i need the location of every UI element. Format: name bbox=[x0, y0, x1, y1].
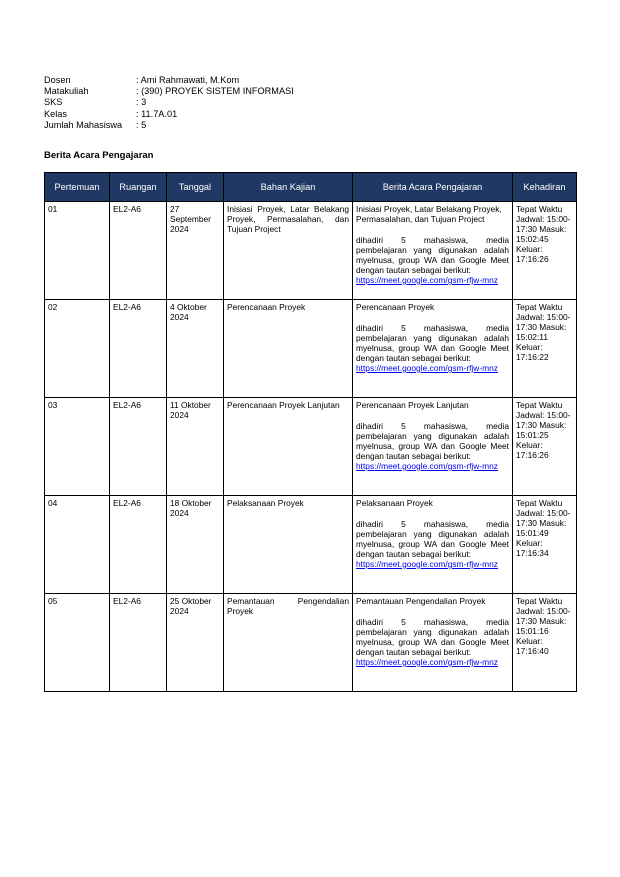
berita-title: Pemantauan Pengendalian Proyek bbox=[356, 596, 486, 606]
header-kehadiran: Kehadiran bbox=[513, 173, 577, 202]
jumlah-label: Jumlah Mahasiswa bbox=[44, 119, 123, 130]
berita-title: Inisiasi Proyek, Latar Belakang Proyek, Permasalahan, dan Tujuan Project bbox=[356, 204, 502, 224]
cell-berita-acara bbox=[353, 594, 513, 692]
sks-value: : 3 bbox=[136, 97, 147, 108]
table-row bbox=[45, 594, 577, 692]
info-row-matakuliah bbox=[44, 86, 294, 97]
cell-tanggal: 11 Oktober 2024 bbox=[167, 398, 224, 496]
dosen-value: : Ami Rahmawati, M.Kom bbox=[136, 75, 240, 85]
dosen-label: Dosen bbox=[44, 75, 71, 85]
header-bahan-kajian: Bahan Kajian bbox=[224, 173, 353, 202]
header-pertemuan: Pertemuan bbox=[45, 173, 110, 202]
cell-pertemuan: 05 bbox=[45, 594, 110, 692]
table-row bbox=[45, 398, 577, 496]
berita-title: Pelaksanaan Proyek bbox=[356, 498, 433, 508]
header-ruangan: Ruangan bbox=[110, 173, 167, 202]
meet-link[interactable]: https://meet.google.com/gsm-rfjw-mnz bbox=[356, 461, 498, 471]
cell-berita-acara bbox=[353, 496, 513, 594]
info-row-dosen bbox=[44, 75, 294, 86]
cell-ruangan: EL2-A6 bbox=[110, 300, 167, 398]
cell-bahan-kajian: Pemantauan Pengendalian Proyek bbox=[224, 594, 353, 692]
cell-tanggal: 25 Oktober 2024 bbox=[167, 594, 224, 692]
cell-ruangan: EL2-A6 bbox=[110, 398, 167, 496]
info-row-sks bbox=[44, 97, 294, 108]
meet-link[interactable]: https://meet.google.com/gsm-rfjw-mnz bbox=[356, 363, 498, 373]
attendance-table bbox=[44, 172, 577, 692]
header-tanggal: Tanggal bbox=[167, 173, 224, 202]
cell-tanggal: 4 Oktober 2024 bbox=[167, 300, 224, 398]
berita-body: dihadiri 5 mahasiswa, media pembelajaran yang digunakan adalah myelnusa, group WA dan Google Meet dengan tautan sebagai berikut: bbox=[356, 235, 509, 275]
cell-bahan-kajian: Pelaksanaan Proyek bbox=[224, 496, 353, 594]
cell-pertemuan: 01 bbox=[45, 202, 110, 300]
cell-ruangan: EL2-A6 bbox=[110, 202, 167, 300]
table-header-row bbox=[45, 173, 577, 202]
jumlah-value: : 5 bbox=[136, 119, 147, 130]
cell-pertemuan: 02 bbox=[45, 300, 110, 398]
table-row bbox=[45, 300, 577, 398]
berita-title: Perencanaan Proyek bbox=[356, 302, 435, 312]
matakuliah-value: : (390) PROYEK SISTEM INFORMASI bbox=[136, 86, 294, 97]
info-row-kelas bbox=[44, 109, 294, 120]
table-row bbox=[45, 202, 577, 300]
berita-title: Perencanaan Proyek Lanjutan bbox=[356, 400, 469, 410]
header-berita-acara: Berita Acara Pengajaran bbox=[353, 173, 513, 202]
cell-kehadiran: Tepat Waktu Jadwal: 15:00-17:30 Masuk: 15:02:45 Keluar: 17:16:26 bbox=[513, 202, 577, 300]
berita-body: dihadiri 5 mahasiswa, media pembelajaran yang digunakan adalah myelnusa, group WA dan Google Meet dengan tautan sebagai berikut: bbox=[356, 617, 509, 657]
cell-kehadiran: Tepat Waktu Jadwal: 15:00-17:30 Masuk: 15:01:25 Keluar: 17:16:26 bbox=[513, 398, 577, 496]
meet-link[interactable]: https://meet.google.com/gsm-rfjw-mnz bbox=[356, 275, 498, 285]
berita-body: dihadiri 5 mahasiswa, media pembelajaran yang digunakan adalah myelnusa, group WA dan Google Meet dengan tautan sebagai berikut: bbox=[356, 323, 509, 363]
cell-pertemuan: 03 bbox=[45, 398, 110, 496]
info-row-jumlah bbox=[44, 120, 294, 131]
kelas-value: : 11.7A.01 bbox=[136, 108, 178, 119]
cell-kehadiran: Tepat Waktu Jadwal: 15:00-17:30 Masuk: 15:01:16 Keluar: 17:16:40 bbox=[513, 594, 577, 692]
cell-ruangan: EL2-A6 bbox=[110, 594, 167, 692]
cell-berita-acara bbox=[353, 202, 513, 300]
cell-pertemuan: 04 bbox=[45, 496, 110, 594]
cell-ruangan: EL2-A6 bbox=[110, 496, 167, 594]
cell-tanggal: 18 Oktober 2024 bbox=[167, 496, 224, 594]
table-row bbox=[45, 496, 577, 594]
meet-link[interactable]: https://meet.google.com/gsm-rfjw-mnz bbox=[356, 657, 498, 667]
section-title: Berita Acara Pengajaran bbox=[44, 150, 154, 161]
berita-body: dihadiri 5 mahasiswa, media pembelajaran yang digunakan adalah myelnusa, group WA dan Google Meet dengan tautan sebagai berikut: bbox=[356, 519, 509, 559]
cell-kehadiran: Tepat Waktu Jadwal: 15:00-17:30 Masuk: 15:01:49 Keluar: 17:16:34 bbox=[513, 496, 577, 594]
cell-bahan-kajian: Perencanaan Proyek Lanjutan bbox=[224, 398, 353, 496]
cell-tanggal: 27 September 2024 bbox=[167, 202, 224, 300]
cell-bahan-kajian: Inisiasi Proyek, Latar Belakang Proyek, Permasalahan, dan Tujuan Project bbox=[224, 202, 353, 300]
kelas-label: Kelas bbox=[44, 108, 67, 119]
berita-body: dihadiri 5 mahasiswa, media pembelajaran yang digunakan adalah myelnusa, group WA dan Google Meet dengan tautan sebagai berikut: bbox=[356, 421, 509, 461]
matakuliah-label: Matakuliah bbox=[44, 86, 89, 97]
cell-berita-acara bbox=[353, 398, 513, 496]
sks-label: SKS bbox=[44, 97, 63, 108]
cell-kehadiran: Tepat Waktu Jadwal: 15:00-17:30 Masuk: 15:02:11 Keluar: 17:16:22 bbox=[513, 300, 577, 398]
course-info bbox=[44, 75, 294, 131]
cell-bahan-kajian: Perencanaan Proyek bbox=[224, 300, 353, 398]
cell-berita-acara bbox=[353, 300, 513, 398]
meet-link[interactable]: https://meet.google.com/gsm-rfjw-mnz bbox=[356, 559, 498, 569]
